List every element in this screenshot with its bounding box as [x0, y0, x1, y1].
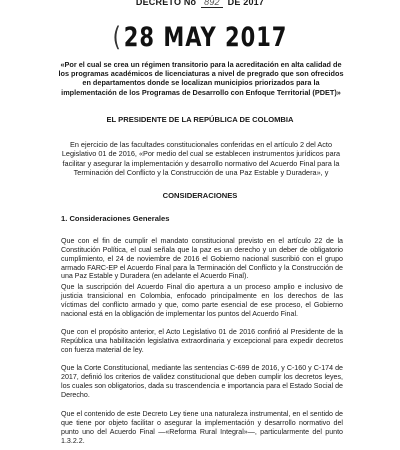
decree-prefix: DECRETO No [135, 0, 197, 7]
stamp-bracket: ( [112, 22, 122, 52]
decree-title: «Por el cual se crea un régimen transitorio para la acreditación en alta calidad de los programas académicos de licenciaturas a nivel de pregrado que son ofrecidos en departamentos donde se localizan municipios priorizados para la implementación de los Programas de Desarrollo con Enfoque Territorial (PDET)» [58, 60, 344, 97]
president-heading: EL PRESIDENTE DE LA REPÚBLICA DE COLOMBIA [106, 115, 294, 124]
consideration-paragraph: Que el contenido de este Decreto Ley tiene una naturaleza instrumental, en el sentido de que tiene por objeto facilitar o asegurar la implementación y desarrollo normativo del punto uno del Acuerdo Final —«Reforma Rural Integral»—, particularmente del punto 1.3.2.2. [61, 410, 343, 445]
decree-number: 892 [201, 0, 223, 8]
considerations-heading: CONSIDERACIONES [162, 191, 238, 200]
consideration-paragraph: Que con el propósito anterior, el Acto Legislativo 01 de 2016 confirió al Presidente de la República una habilitación legislativa extraordinaria y excepcional para expedir decretos con fuerza material de ley. [61, 328, 343, 354]
date-stamp-text: 28 MAY 2017 [123, 22, 288, 52]
decree-header [0, 0, 400, 8]
consideration-paragraph: Que la Corte Constitucional, mediante las sentencias C-699 de 2016, y C-160 y C-174 de 2017, definió los criterios de validez constitucional que deben cumplir los decretos leyes, los cuales son obligatorios, dada su trascendencia e importancia para el Estado Social de Derecho. [61, 364, 343, 399]
decree-year: DE 2017 [227, 0, 265, 7]
date-stamp [0, 22, 400, 52]
section-heading: 1. Consideraciones Generales [61, 214, 170, 223]
consideration-paragraph: Que con el fin de cumplir el mandato constitucional previsto en el artículo 22 de la Constitución Política, el cual señala que la paz es un derecho y un deber de obligatorio cumplimiento, el 24 de noviembre de 2016 el Gobierno nacional suscribió con el grupo armado FARC-EP el Acuerdo Final para la Terminación del Conflicto y la Construcción de una Paz Estable y Duradera (en adelante el Acuerdo Final). [61, 237, 343, 281]
consideration-paragraph: Que la suscripción del Acuerdo Final dio apertura a un proceso amplio e inclusivo de justicia transicional en Colombia, enfocado principalmente en los derechos de las víctimas del conflicto armado y que, como parte esencial de ese proceso, el Gobierno nacional está en la obligación de implementar los puntos del Acuerdo Final. [61, 283, 343, 318]
preamble-text: En ejercicio de las facultades constitucionales conferidas en el artículo 2 del Acto Legislativo 01 de 2016, «Por medio del cual se establecen instrumentos jurídicos para facilitar y asegurar la implementación y desarrollo normativo del Acuerdo Final para la Terminación del Conflicto y la Construcción de una Paz Estable y Duradera», y [61, 140, 341, 178]
